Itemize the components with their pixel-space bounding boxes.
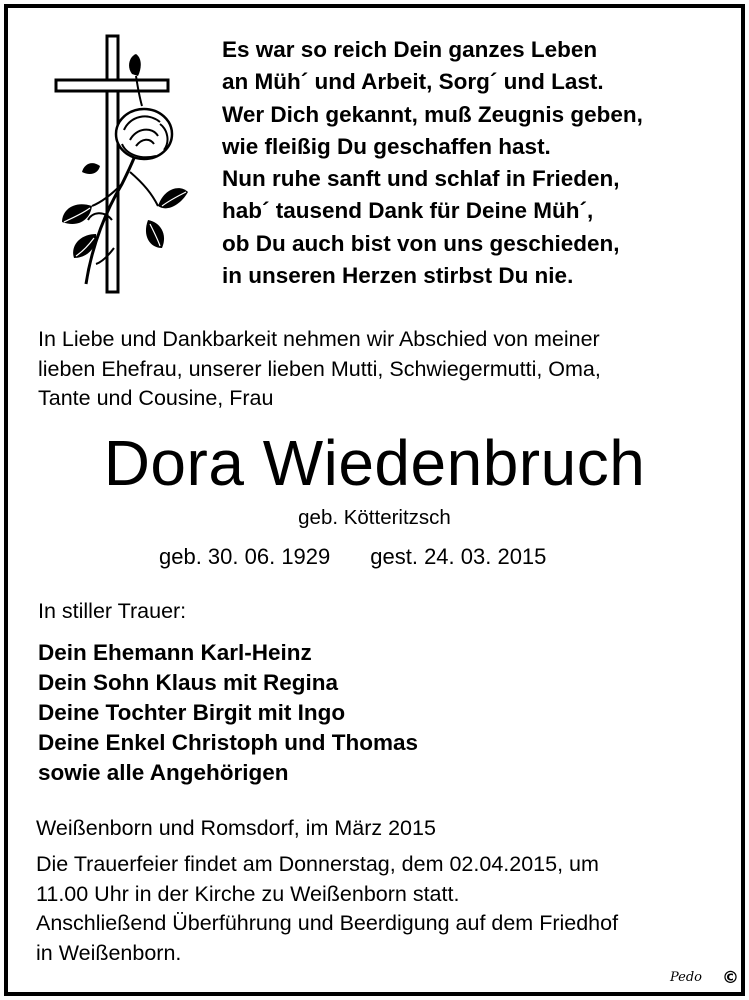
funeral-line: 11.00 Uhr in der Kirche zu Weißenborn statt. <box>36 881 460 906</box>
mourner: sowie alle Angehörigen <box>38 760 289 785</box>
mourner: Dein Ehemann Karl-Heinz <box>38 640 312 665</box>
poem <box>222 34 643 292</box>
copyright-symbol: © <box>722 968 739 988</box>
funeral-line: Die Trauerfeier findet am Donnerstag, dem 02.04.2015, um <box>36 852 599 876</box>
funeral-line: in Weißenborn. <box>36 940 182 965</box>
cross-with-rose-icon <box>52 34 192 296</box>
funeral-info <box>36 850 618 968</box>
mourner: Deine Enkel Christoph und Thomas <box>38 730 419 755</box>
intro-line: lieben Ehefrau, unserer lieben Mutti, Schwiegermutti, Oma, <box>38 356 601 381</box>
intro-line: Tante und Cousine, Frau <box>38 386 274 410</box>
poem-line: hab´ tausend Dank für Deine Müh´, <box>222 198 594 224</box>
designer-signature: Pedo <box>670 970 703 985</box>
death-date: gest. 24. 03. 2015 <box>370 544 547 569</box>
mourners-list <box>38 638 418 788</box>
life-dates <box>159 542 546 572</box>
deceased-name: Dora Wiedenbruch <box>103 427 646 499</box>
poem-line: in unseren Herzen stirbst Du nie. <box>222 263 574 289</box>
intro-line: In Liebe und Dankbarkeit nehmen wir Abschied von meiner <box>38 327 600 351</box>
maiden-name: geb. Kötteritzsch <box>298 506 451 529</box>
birth-date: geb. 30. 06. 1929 <box>159 544 331 569</box>
poem-line: Nun ruhe sanft und schlaf in Frieden, <box>222 166 620 192</box>
poem-line: wie fleißig Du geschaffen hast. <box>222 133 551 159</box>
poem-line: an Müh´ und Arbeit, Sorg´ und Last. <box>222 69 604 95</box>
mourner: Deine Tochter Birgit mit Ingo <box>38 700 346 725</box>
mourning-heading: In stiller Trauer: <box>38 599 187 623</box>
poem-line: ob Du auch bist von uns geschieden, <box>222 230 620 256</box>
rose-icon <box>116 109 172 159</box>
poem-line: Es war so reich Dein ganzes Leben <box>222 37 598 62</box>
poem-line: Wer Dich gekannt, muß Zeugnis geben, <box>222 101 643 127</box>
mourner: Dein Sohn Klaus mit Regina <box>38 670 339 695</box>
funeral-line: Anschließend Überführung und Beerdigung auf dem Friedhof <box>36 911 619 935</box>
intro-text <box>38 325 601 414</box>
place-date: Weißenborn und Romsdorf, im März 2015 <box>36 816 436 840</box>
